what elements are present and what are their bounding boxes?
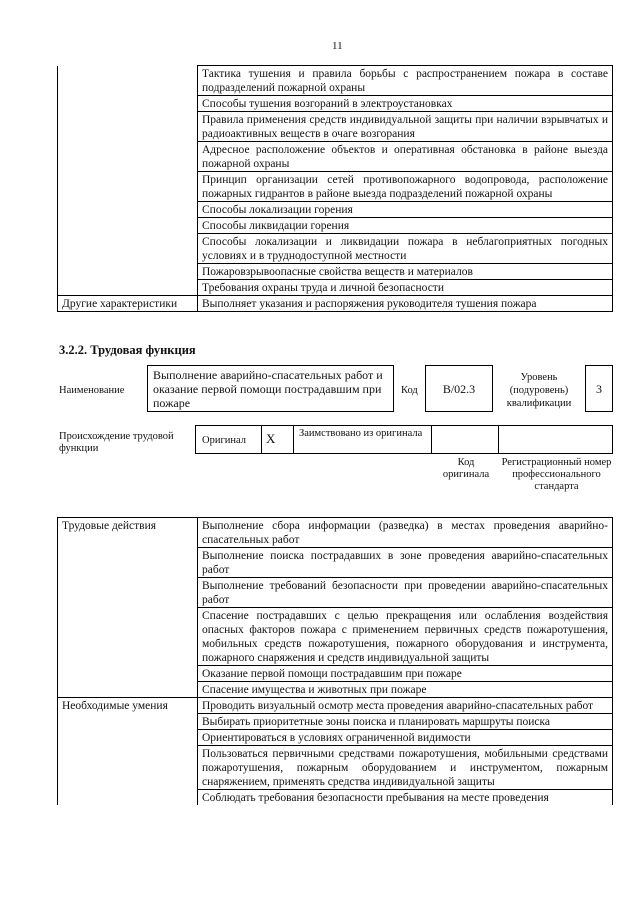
table-row (58, 548, 613, 578)
empty-label-cell (58, 202, 198, 218)
origin-divider (498, 425, 499, 454)
name-value: Выполнение аварийно-спасательных работ и оказание первой помощи пострадавшим при пожаре (153, 368, 383, 410)
table-row (58, 746, 613, 790)
table-cell: Способы ликвидации горения (198, 218, 613, 234)
empty-label-cell (58, 280, 198, 296)
table-row (58, 790, 613, 806)
table-cell: Способы тушения возгораний в электроустановках (198, 96, 613, 112)
empty-label-cell (58, 730, 198, 746)
table-cell: Принцип организации сетей противопожарного водопровода, расположение пожарных гидрантов в районе выезда подразделений пожарной охраны (198, 172, 613, 202)
empty-label-cell (58, 608, 198, 666)
table-row (58, 218, 613, 234)
reg-number-caption: Регистрационный номер профессионального стандарта (501, 457, 612, 492)
borrowed-label: Заимствовано из оригинала (299, 428, 423, 439)
empty-label-cell (58, 142, 198, 172)
table-row (58, 714, 613, 730)
table-cell: Спасение пострадавших с целью прекращения или ослабления воздействия опасных факторов пожара с применением первичных средств пожаротушения, мобильных средств пожаротушения, пожарного оборудования и инструмента, пожарного снаряжения и средств индивидуальной защиты (198, 608, 613, 666)
table-row (58, 264, 613, 280)
skills-label: Необходимые умения (58, 698, 198, 714)
page-number: 11 (332, 40, 343, 52)
empty-label-cell (58, 218, 198, 234)
name-label: Наименование (59, 385, 125, 396)
other-characteristics-value: Выполняет указания и распоряжения руководителя тушения пожара (198, 296, 613, 312)
empty-label-cell (58, 172, 198, 202)
empty-label-cell (58, 682, 198, 698)
table-row (58, 172, 613, 202)
other-characteristics-label: Другие характеристики (58, 296, 198, 312)
table-row (58, 730, 613, 746)
table-row (58, 66, 613, 96)
table-row (58, 112, 613, 142)
table-row (58, 608, 613, 666)
table-row (58, 682, 613, 698)
labor-function-table (57, 517, 613, 805)
origin-divider (261, 425, 262, 454)
table-row (58, 96, 613, 112)
table-row (58, 296, 613, 312)
origin-divider (293, 425, 294, 454)
table-row (58, 698, 613, 714)
table-row (58, 666, 613, 682)
table-cell: Соблюдать требования безопасности пребывания на месте проведения (198, 790, 613, 806)
level-label: Уровень (подуровень) квалификации (506, 372, 572, 409)
origin-divider (431, 425, 432, 454)
code-original-caption: Код оригинала (442, 457, 490, 480)
empty-label-cell (58, 746, 198, 790)
original-mark: X (266, 431, 276, 446)
empty-label-cell (58, 66, 198, 96)
code-value: B/02.3 (442, 382, 476, 396)
table-cell: Требования охраны труда и личной безопасности (198, 280, 613, 296)
table-cell: Выполнение сбора информации (разведка) в местах проведения аварийно-спасательных работ (198, 518, 613, 548)
table-cell: Выполнение требований безопасности при проведении аварийно-спасательных работ (198, 578, 613, 608)
table-row (58, 578, 613, 608)
empty-label-cell (58, 96, 198, 112)
origin-label: Происхождение трудовой функции (59, 431, 174, 454)
knowledge-table (57, 65, 613, 312)
table-cell: Проводить визуальный осмотр места проведения аварийно-спасательных работ (198, 698, 613, 714)
table-cell: Спасение имущества и животных при пожаре (198, 682, 613, 698)
empty-label-cell (58, 264, 198, 280)
table-cell: Способы локализации горения (198, 202, 613, 218)
original-label: Оригинал (202, 435, 246, 446)
table-cell: Способы локализации и ликвидации пожара в неблагоприятных погодных условиях и в труднодоступной местности (198, 234, 613, 264)
empty-label-cell (58, 578, 198, 608)
table-cell: Пожаровзрывоопасные свойства веществ и материалов (198, 264, 613, 280)
table-cell: Оказание первой помощи пострадавшим при пожаре (198, 666, 613, 682)
table-cell: Выполнение поиска пострадавших в зоне проведения аварийно-спасательных работ (198, 548, 613, 578)
empty-label-cell (58, 548, 198, 578)
empty-label-cell (58, 790, 198, 806)
empty-label-cell (58, 666, 198, 682)
table-cell: Правила применения средств индивидуальной защиты при наличии взрывчатых и радиоактивных веществ в очаге возгорания (198, 112, 613, 142)
table-cell: Адресное расположение объектов и оперативная обстановка в районе выезда пожарной охраны (198, 142, 613, 172)
table-row (58, 142, 613, 172)
table-row (58, 202, 613, 218)
empty-label-cell (58, 234, 198, 264)
level-value: 3 (596, 382, 602, 396)
section-title: 3.2.2. Трудовая функция (59, 343, 196, 357)
table-cell: Ориентироваться в условиях ограниченной видимости (198, 730, 613, 746)
table-row (58, 518, 613, 548)
code-label: Код (401, 385, 418, 396)
table-cell: Пользоваться первичными средствами пожаротушения, мобильными средствами пожаротушения, пожарным оборудованием и инструментом, пожарным снаряжением, применять средства индивидуальной защиты (198, 746, 613, 790)
table-cell: Тактика тушения и правила борьбы с распространением пожара в составе подразделений пожарной охраны (198, 66, 613, 96)
empty-label-cell (58, 112, 198, 142)
table-cell: Выбирать приоритетные зоны поиска и планировать маршруты поиска (198, 714, 613, 730)
table-row (58, 280, 613, 296)
table-row (58, 234, 613, 264)
empty-label-cell (58, 714, 198, 730)
actions-label: Трудовые действия (58, 518, 198, 548)
